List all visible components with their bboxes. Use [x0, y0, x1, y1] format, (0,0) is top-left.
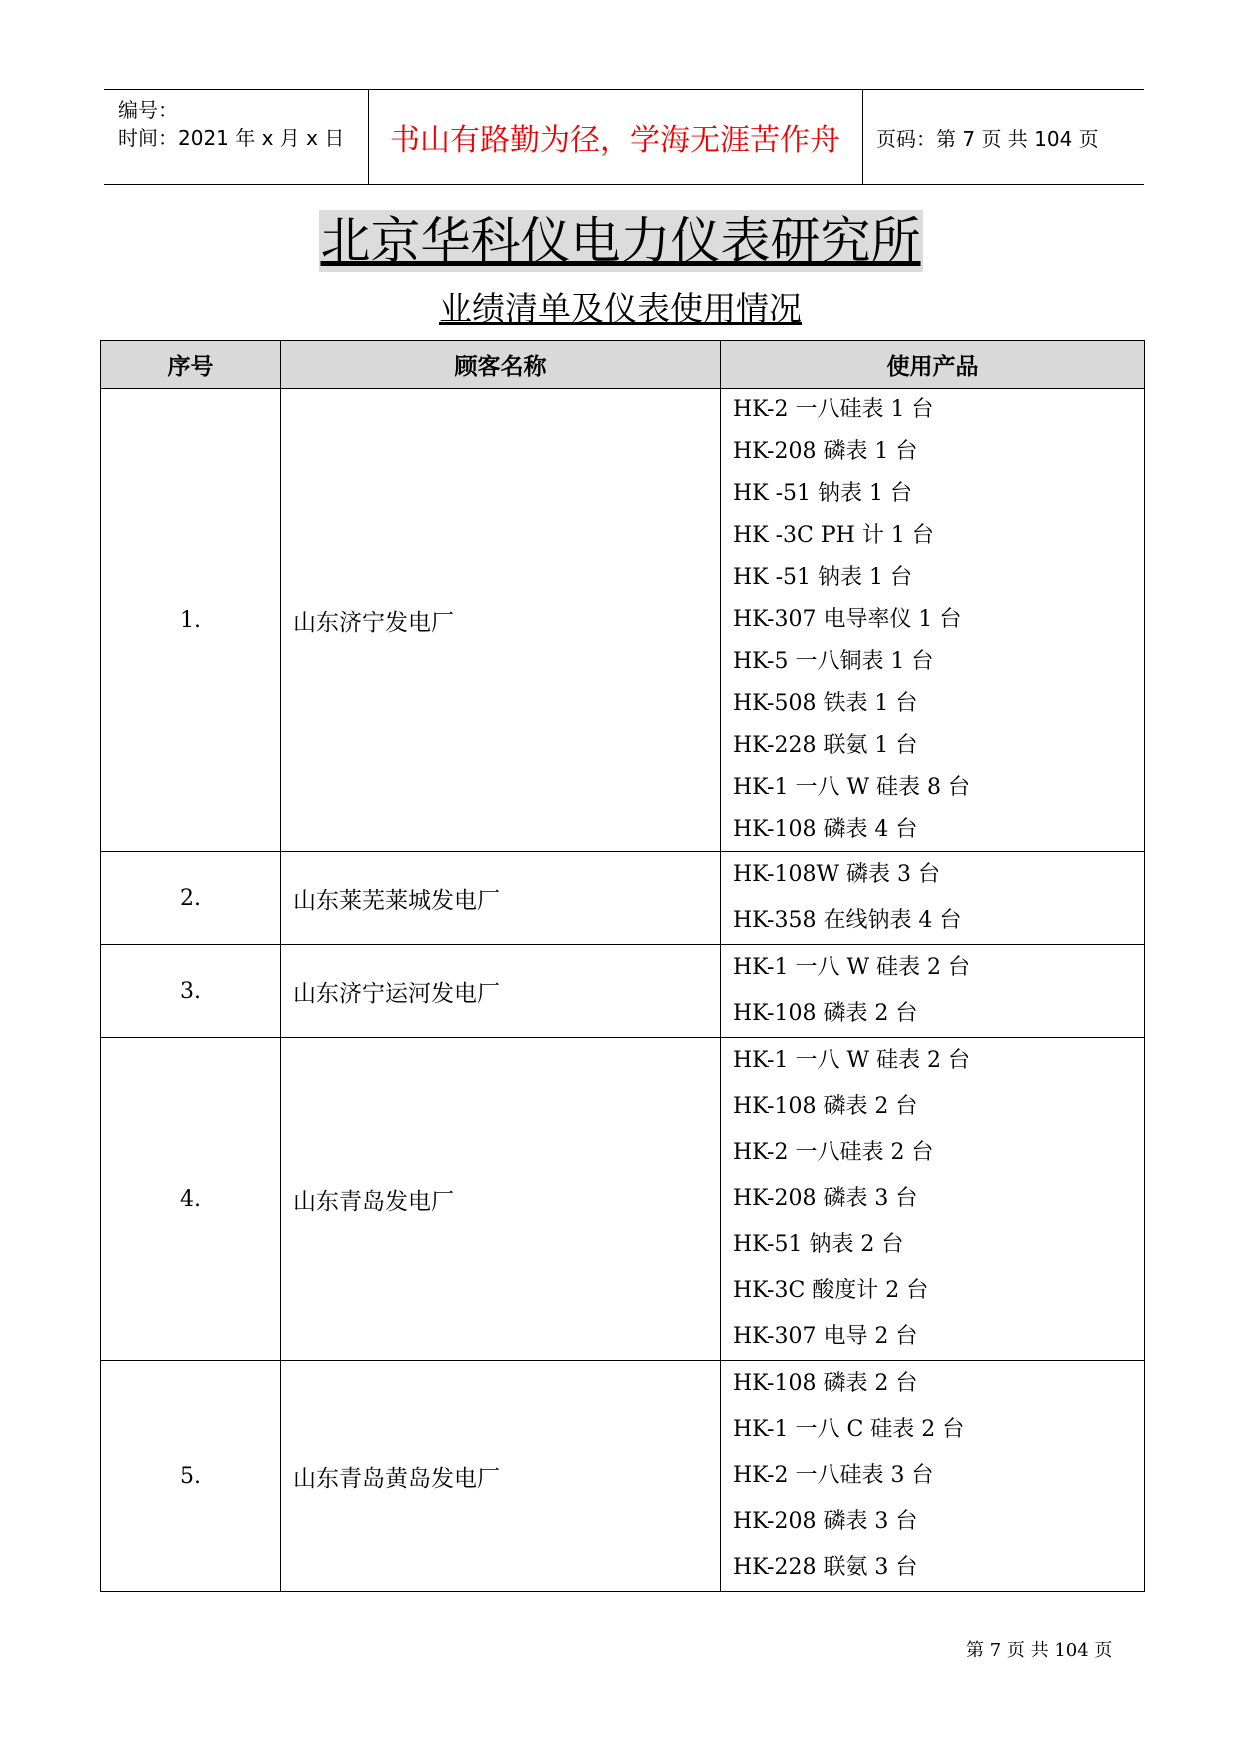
table-row — [101, 945, 1145, 1038]
product-item: HK-1 一八 W 硅表 2 台 — [733, 955, 971, 980]
product-item: HK-5 一八铜表 1 台 — [733, 649, 934, 674]
table-row — [101, 1361, 1145, 1592]
header-no: 序号 — [101, 341, 281, 389]
table-row — [101, 852, 1145, 945]
header-customer: 顾客名称 — [281, 341, 721, 389]
row-number: 4. — [101, 1038, 281, 1361]
product-item: HK-1 一八 C 硅表 2 台 — [733, 1417, 965, 1442]
motto-text: 书山有路勤为径，学海无涯苦作舟 — [368, 90, 863, 184]
product-item: HK-108 磷表 2 台 — [733, 1001, 918, 1026]
customer-name: 山东济宁发电厂 — [281, 389, 721, 852]
product-item: HK-3C 酸度计 2 台 — [733, 1278, 929, 1303]
product-item: HK-51 钠表 2 台 — [733, 1232, 904, 1257]
header-info-cell — [104, 90, 369, 184]
table-row — [101, 1038, 1145, 1361]
customer-name: 山东济宁运河发电厂 — [281, 945, 721, 1038]
number-label: 编号： — [118, 98, 178, 122]
product-item: HK-108 磷表 4 台 — [733, 817, 918, 842]
product-item: HK-2 一八硅表 1 台 — [733, 397, 934, 422]
product-item: HK-208 磷表 1 台 — [733, 439, 918, 464]
product-item: HK-208 磷表 3 台 — [733, 1509, 918, 1534]
table-row — [101, 389, 1145, 852]
product-item: HK-2 一八硅表 3 台 — [733, 1463, 934, 1488]
time-label: 时间：2021 年 x 月 x 日 — [118, 126, 345, 150]
table-header-row — [101, 341, 1145, 389]
customer-name: 山东青岛黄岛发电厂 — [281, 1361, 721, 1592]
product-item: HK -51 钠表 1 台 — [733, 481, 913, 506]
performance-table — [100, 340, 1145, 1592]
row-number: 5. — [101, 1361, 281, 1592]
product-list — [721, 1361, 1145, 1592]
customer-name: 山东莱芜莱城发电厂 — [281, 852, 721, 945]
product-item: HK-508 铁表 1 台 — [733, 691, 918, 716]
product-list — [721, 1038, 1145, 1361]
product-item: HK-307 电导率仪 1 台 — [733, 607, 962, 632]
product-item: HK-228 联氨 1 台 — [733, 733, 918, 758]
row-number: 1. — [101, 389, 281, 852]
product-item: HK-208 磷表 3 台 — [733, 1186, 918, 1211]
subtitle-container — [0, 288, 1241, 330]
product-item: HK -51 钠表 1 台 — [733, 565, 913, 590]
document-subtitle: 业绩清单及仪表使用情况 — [439, 289, 802, 328]
page-number-label: 页码：第 7 页 共 104 页 — [876, 126, 1099, 151]
product-item: HK-108W 磷表 3 台 — [733, 862, 941, 887]
title-container — [0, 210, 1241, 272]
product-list — [721, 852, 1145, 945]
product-item: HK-108 磷表 2 台 — [733, 1094, 918, 1119]
customer-name: 山东青岛发电厂 — [281, 1038, 721, 1361]
product-list — [721, 389, 1145, 852]
product-item: HK-1 一八 W 硅表 8 台 — [733, 775, 971, 800]
product-item: HK-2 一八硅表 2 台 — [733, 1140, 934, 1165]
row-number: 2. — [101, 852, 281, 945]
product-item: HK -3C PH 计 1 台 — [733, 523, 934, 548]
product-item: HK-228 联氨 3 台 — [733, 1555, 918, 1580]
page-header — [104, 89, 1144, 185]
product-item: HK-108 磷表 2 台 — [733, 1371, 918, 1396]
header-products: 使用产品 — [721, 341, 1145, 389]
product-item: HK-358 在线钠表 4 台 — [733, 908, 962, 933]
row-number: 3. — [101, 945, 281, 1038]
product-item: HK-1 一八 W 硅表 2 台 — [733, 1048, 971, 1073]
product-list — [721, 945, 1145, 1038]
document-title: 北京华科仪电力仪表研究所 — [320, 212, 921, 270]
page-footer: 第 7 页 共 104 页 — [966, 1640, 1113, 1661]
product-item: HK-307 电导 2 台 — [733, 1324, 918, 1349]
